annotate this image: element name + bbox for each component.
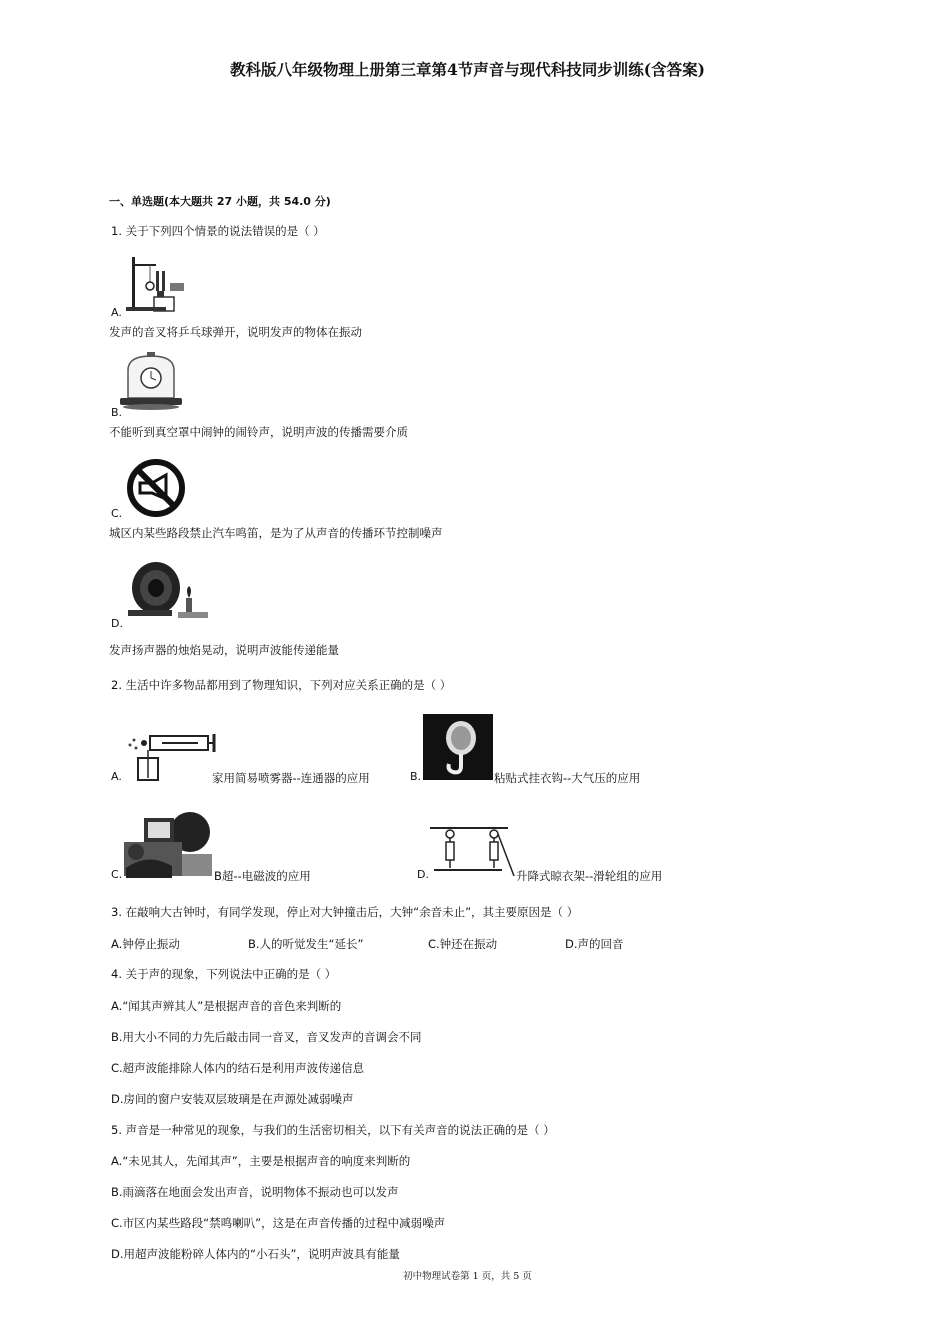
q1-option-c-text: 城区内某些路段禁止汽车鸣笛，是为了从声音的传播环节控制噪声 [109, 526, 443, 540]
q5-option-b: B.雨滴落在地面会发出声音，说明物体不振动也可以发声 [111, 1185, 399, 1199]
q5-option-d: D.用超声波能粉碎人体内的“小石头”，说明声波具有能量 [111, 1247, 400, 1261]
q5-option-a: A.“未见其人，先闻其声”，主要是根据声音的响度来判断的 [111, 1154, 411, 1168]
bell-jar-alarm-clock-icon [118, 352, 184, 412]
q2-stem: 2. 生活中许多物品都用到了物理知识，下列对应关系正确的是（ ） [111, 678, 452, 692]
q4-stem: 4. 关于声的现象，下列说法中正确的是（ ） [111, 967, 337, 981]
q3-stem: 3. 在敲响大古钟时，有同学发现，停止对大钟撞击后，大钟“余音未止”，其主要原因是（ ） [111, 905, 579, 919]
q3-option-c: C.钟还在振动 [428, 937, 498, 951]
q2-option-d-text: 升降式晾衣架--滑轮组的应用 [516, 869, 663, 883]
q1-option-d-text: 发声扬声器的烛焰晃动，说明声波能传递能量 [109, 643, 339, 657]
q2-option-a-label: A. [111, 770, 122, 783]
q3-option-b: B.人的听觉发生“延长” [248, 937, 364, 951]
page-title: 教科版八年级物理上册第三章第4节声音与现代科技同步训练(含答案) [230, 60, 705, 79]
q1-option-a-text: 发声的音叉将乒乓球弹开，说明发声的物体在振动 [109, 325, 362, 339]
speaker-candle-icon [124, 560, 212, 622]
q2-option-c-label: C. [111, 868, 123, 881]
section-heading: 一、单选题(本大题共 27 小题，共 54.0 分) [109, 195, 331, 208]
q5-stem: 5. 声音是一种常见的现象，与我们的生活密切相关，以下有关声音的说法正确的是（ ） [111, 1123, 555, 1137]
q3-option-d: D.声的回音 [565, 937, 624, 951]
q2-option-d-label: D. [417, 868, 429, 881]
q1-option-b-label: B. [111, 406, 123, 419]
q2-option-c-text: B超--电磁波的应用 [214, 869, 311, 883]
q4-option-a: A.“闻其声辨其人”是根据声音的音色来判断的 [111, 999, 342, 1013]
b-ultrasound-icon [122, 812, 214, 880]
clothes-rack-pulley-icon [428, 824, 516, 880]
suction-hook-icon [423, 714, 493, 780]
q2-option-a-text: 家用简易喷雾器--连通器的应用 [212, 771, 370, 785]
tuning-fork-pingpong-icon [120, 253, 190, 315]
page-footer: 初中物理试卷第 1 页，共 5 页 [403, 1271, 532, 1282]
q3-option-a: A.钟停止振动 [111, 937, 180, 951]
q4-option-c: C.超声波能排除人体内的结石是利用声波传递信息 [111, 1061, 365, 1075]
q1-option-a-label: A. [111, 306, 122, 319]
q1-stem: 1. 关于下列四个情景的说法错误的是（ ） [111, 224, 325, 238]
q1-option-d-label: D. [111, 617, 123, 630]
q2-option-b-text: 粘贴式挂衣钩--大气压的应用 [494, 771, 641, 785]
sprayer-icon [122, 728, 218, 782]
no-honking-sign-icon [124, 457, 188, 519]
q5-option-c: C.市区内某些路段“禁鸣喇叭”，这是在声音传播的过程中减弱噪声 [111, 1216, 446, 1230]
q1-option-c-label: C. [111, 507, 123, 520]
q1-option-b-text: 不能听到真空罩中闹钟的闹铃声，说明声波的传播需要介质 [109, 425, 408, 439]
q4-option-b: B.用大小不同的力先后敲击同一音叉，音叉发声的音调会不同 [111, 1030, 422, 1044]
q4-option-d: D.房间的窗户安装双层玻璃是在声源处减弱噪声 [111, 1092, 354, 1106]
q2-option-b-label: B. [410, 770, 422, 783]
